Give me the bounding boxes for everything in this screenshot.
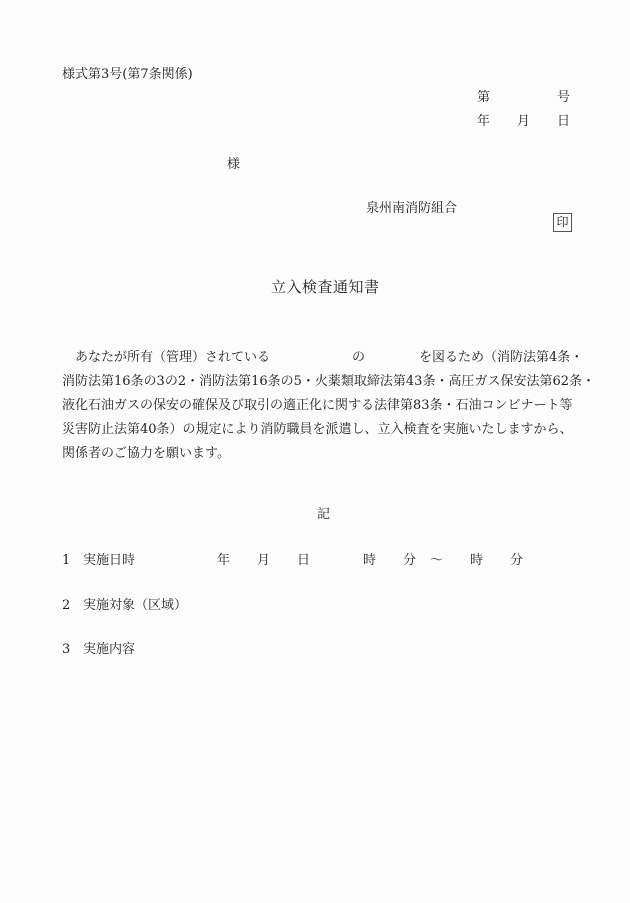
body-line-4: 災害防止法第40条）の規定により消防職員を派遣し、立入検査を実施いたしますから、 [62, 422, 573, 437]
body-line-2: 消防法第16条の3の2・消防法第16条の5・火薬類取締法第43条・高圧ガス保安法第62条・ [62, 374, 595, 389]
item-1-end-minute-label: 分 [510, 553, 524, 568]
document-title: 立入検査通知書 [271, 278, 380, 296]
document-number-suffix: 号 [557, 90, 571, 105]
document-number-prefix: 第 [477, 90, 491, 105]
item-1-range-separator: ～ [430, 553, 444, 568]
body-line-1-c: を図るため（消防法第4条・ [419, 350, 584, 365]
ki-heading: 記 [317, 507, 331, 522]
date-year-label: 年 [477, 114, 491, 129]
item-1-year-label: 年 [217, 553, 231, 568]
item-3-label: 実施内容 [83, 642, 136, 657]
body-line-1 [62, 346, 582, 370]
body-line-5: 関係者のご協力を願います。 [62, 446, 230, 461]
form-number: 様式第3号(第7条関係) [62, 67, 193, 82]
body-line-1-b: の [352, 350, 366, 365]
item-1-number: 1 [62, 553, 71, 568]
item-1-day-label: 日 [297, 553, 311, 568]
body-line-3: 液化石油ガスの保安の確保及び取引の適正化に関する法律第83条・石油コンビナート等 [62, 398, 573, 413]
addressee-honorific: 様 [227, 157, 241, 172]
item-1-end-hour-label: 時 [470, 553, 484, 568]
date-day-label: 日 [557, 114, 571, 129]
item-2-number: 2 [62, 598, 71, 613]
item-2-label: 実施対象（区域） [83, 598, 188, 613]
body-line-1-a: あなたが所有（管理）されている [75, 350, 271, 365]
date-month-label: 月 [517, 114, 531, 129]
item-3-number: 3 [62, 642, 71, 657]
item-1-start-minute-label: 分 [403, 553, 417, 568]
item-1-month-label: 月 [257, 553, 271, 568]
item-1-start-hour-label: 時 [363, 553, 377, 568]
issuer-name: 泉州南消防組合 [366, 201, 458, 216]
seal-stamp-icon: 印 [553, 213, 572, 232]
body-paragraph [62, 346, 595, 466]
item-1-label: 実施日時 [83, 553, 136, 568]
